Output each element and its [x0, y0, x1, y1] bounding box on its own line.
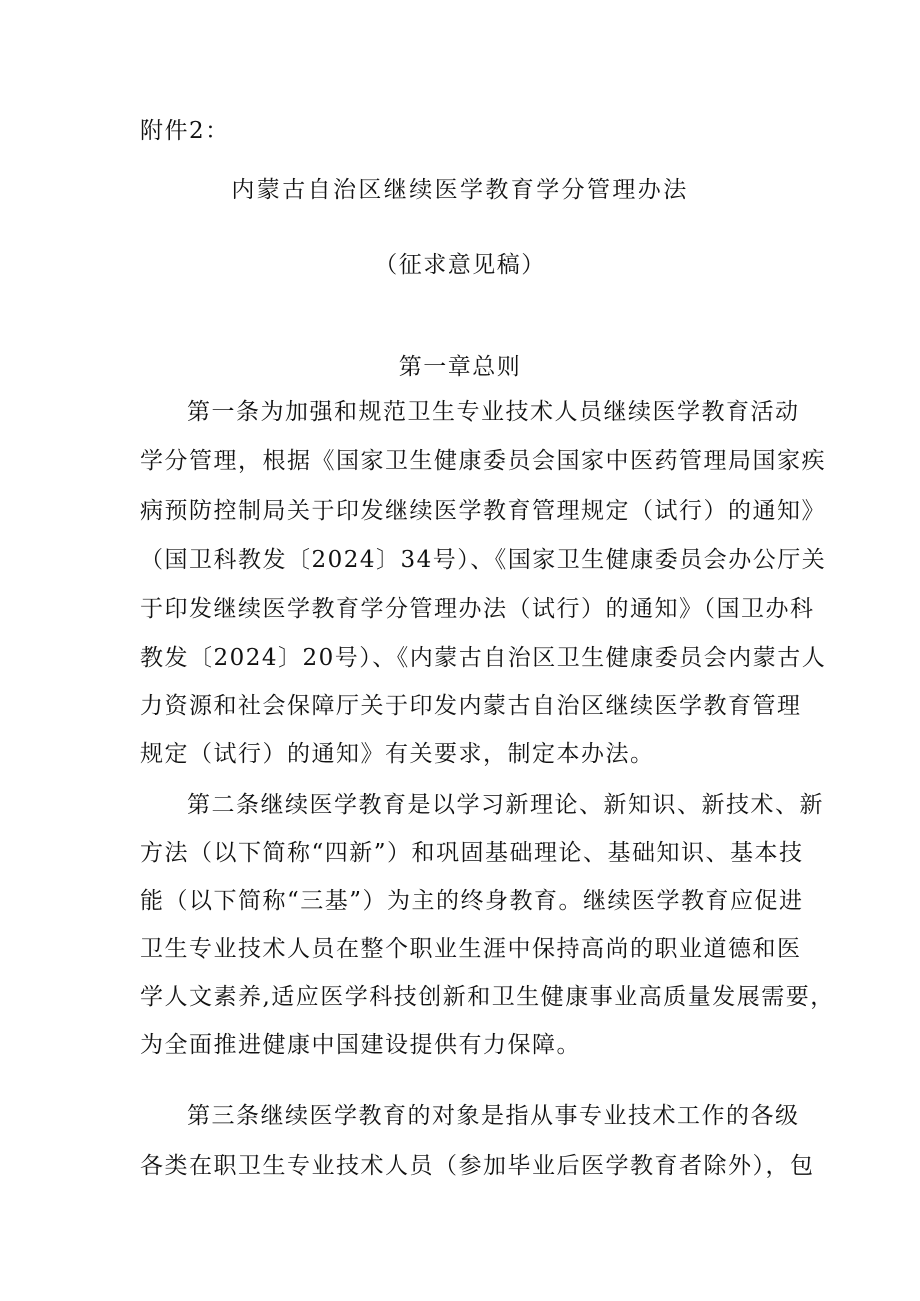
article-1-line-6: 教发〔2024〕20号）、《内蒙古自治区卫生健康委员会内蒙古人 — [140, 645, 827, 671]
document-subtitle: （征求意见稿） — [374, 252, 546, 278]
article-1-line-5: 于印发继续医学教育学分管理办法（试行）的通知》（国卫办科 — [140, 596, 815, 622]
article-1-line-2: 学分管理，根据《国家卫生健康委员会国家中医药管理局国家疾 — [140, 448, 826, 474]
article-2-line-4: 卫生专业技术人员在整个职业生涯中保持高尚的职业道德和医 — [140, 936, 802, 962]
article-3-line-1: 第三条继续医学教育的对象是指从事专业技术工作的各级 — [187, 1103, 800, 1129]
article-2-line-5: 学人文素养,适应医学科技创新和卫生健康事业高质量发展需要， — [140, 984, 835, 1010]
article-2-line-3: 能（以下简称“三基”）为主的终身教育。继续医学教育应促进 — [140, 888, 804, 914]
article-1-line-1: 第一条为加强和规范卫生专业技术人员继续医学教育活动 — [187, 399, 800, 425]
article-3-line-2: 各类在职卫生专业技术人员（参加毕业后医学教育者除外），包 — [140, 1153, 815, 1179]
article-1-line-4: （国卫科教发〔2024〕34号）、《国家卫生健康委员会办公厅关 — [140, 547, 827, 573]
article-2-line-2: 方法（以下简称“四新”）和巩固基础理论、基础知识、基本技 — [140, 840, 804, 866]
chapter-heading: 第一章总则 — [398, 354, 522, 380]
document-title: 内蒙古自治区继续医学教育学分管理办法 — [231, 177, 689, 203]
article-1-line-3: 病预防控制局关于印发继续医学教育管理规定（试行）的通知》 — [140, 498, 826, 524]
article-1-line-7: 力资源和社会保障厅关于印发内蒙古自治区继续医学教育管理 — [140, 693, 802, 719]
article-2-line-6: 为全面推进健康中国建设提供有力保障。 — [140, 1032, 581, 1058]
article-1-line-8: 规定（试行）的通知》有关要求，制定本办法。 — [140, 741, 655, 767]
attachment-label: 附件2： — [140, 118, 230, 144]
article-2-line-1: 第二条继续医学教育是以学习新理论、新知识、新技术、新 — [187, 792, 824, 818]
